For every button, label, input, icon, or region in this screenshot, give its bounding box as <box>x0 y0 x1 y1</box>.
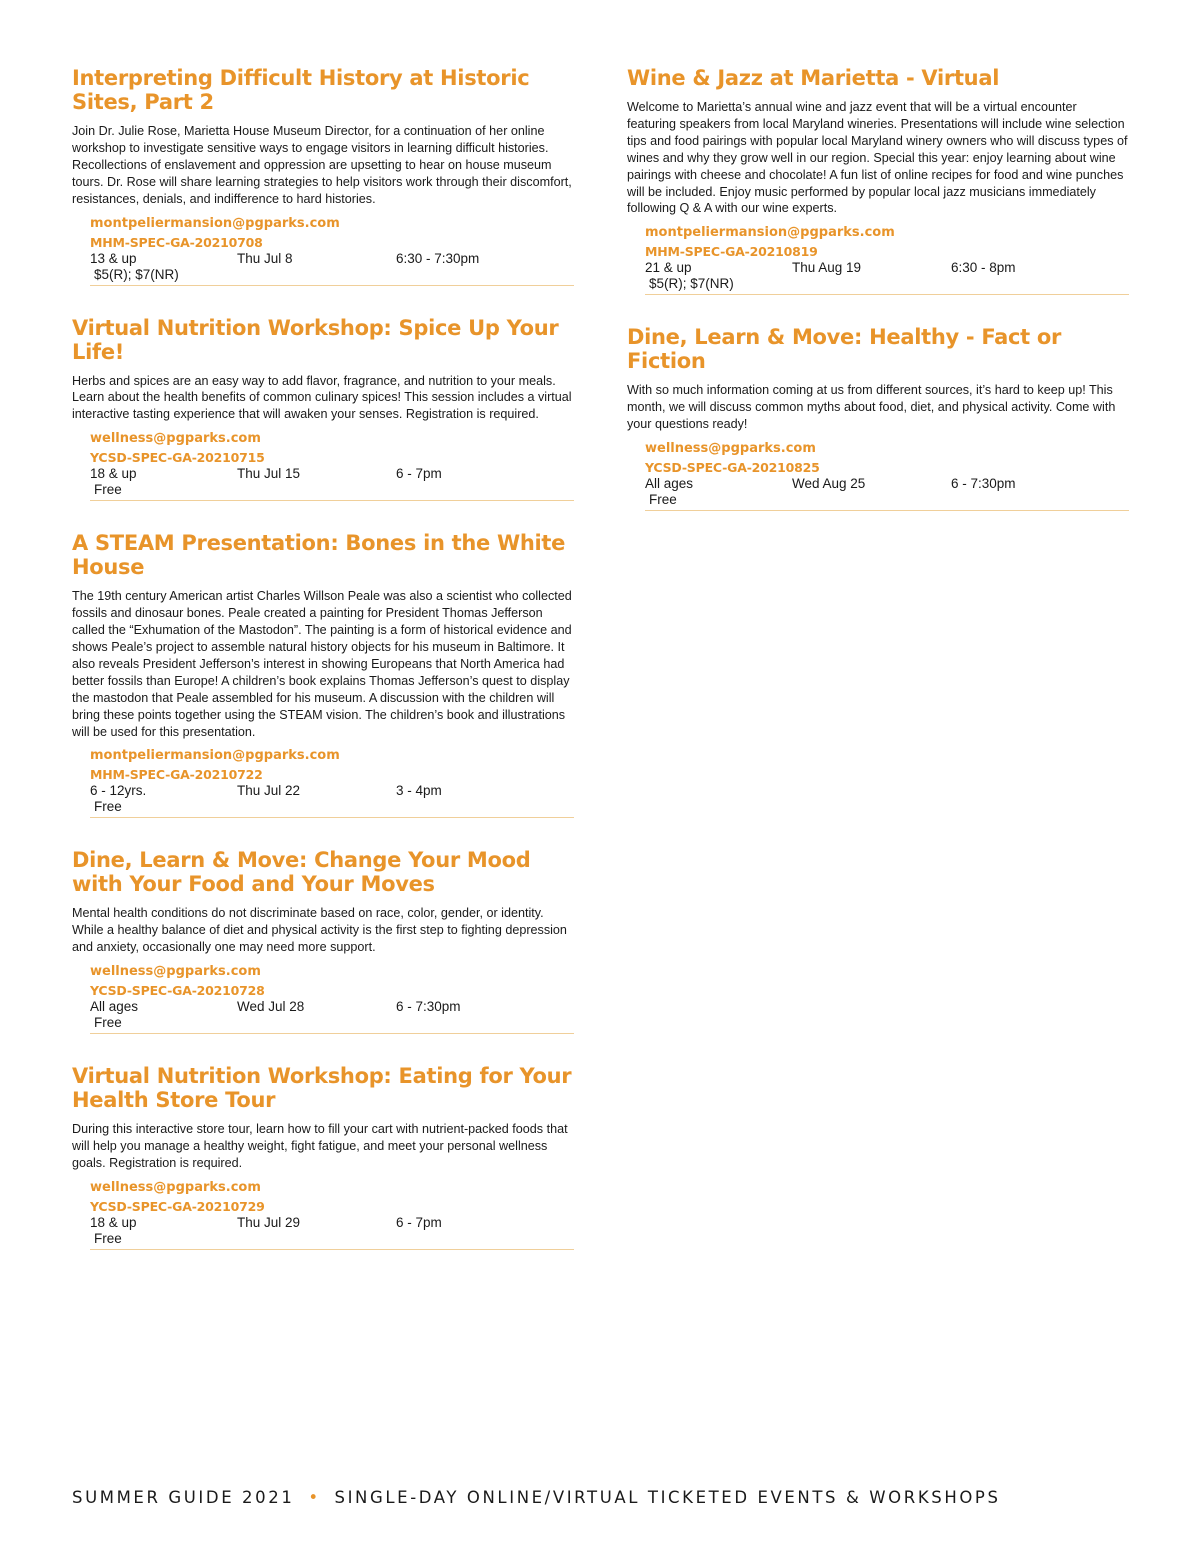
event-details <box>645 439 1129 511</box>
page-footer <box>72 1488 1001 1507</box>
event-age: All ages <box>645 476 694 492</box>
event-schedule-row <box>90 783 574 799</box>
event-description: Mental health conditions do not discriminate based on race, color, gender, or identity. While a healthy balance of diet and physical activity is the first step to fighting depression and anxiety, occasionally one may need more support. <box>72 906 567 955</box>
event-schedule-row <box>645 476 1129 492</box>
event-contact-email[interactable]: montpeliermansion@pgparks.com <box>90 215 340 231</box>
event-fee: Free <box>94 1230 122 1246</box>
event-fee: Free <box>94 799 122 815</box>
event-title: Interpreting Difficult History at Historic Sites, Part 2 <box>72 66 530 114</box>
footer-section-title: SINGLE-DAY ONLINE/VIRTUAL TICKETED EVENTS & WORKSHOPS <box>334 1488 1001 1507</box>
event-code: YCSD-SPEC-GA-20210825 <box>645 460 820 476</box>
event-date: Wed Aug 25 <box>792 476 866 492</box>
event-contact-email[interactable]: wellness@pgparks.com <box>90 1179 261 1195</box>
event-contact-email[interactable]: montpeliermansion@pgparks.com <box>645 225 895 241</box>
event-listing <box>72 531 574 818</box>
event-details <box>90 746 574 818</box>
event-contact-email[interactable]: wellness@pgparks.com <box>645 441 816 457</box>
event-age: 18 & up <box>90 1214 137 1230</box>
event-details <box>90 429 574 501</box>
event-contact-email[interactable]: wellness@pgparks.com <box>90 964 261 980</box>
event-schedule-row <box>90 251 574 267</box>
footer-bullet: • <box>308 1488 321 1507</box>
event-fee: $5(R); $7(NR) <box>94 266 179 282</box>
event-fee: Free <box>94 1015 122 1031</box>
event-time: 6:30 - 7:30pm <box>396 250 480 266</box>
event-age: 18 & up <box>90 466 137 482</box>
event-description: The 19th century American artist Charles Willson Peale was also a scientist who collected fossils and dinosaur bones. Peale created a painting for President Thomas Jefferson called the “Exhumation of the Mastodon”. The painting is a form of historical evidence and shows Peale’s project to assemble natural history objects for his museum in Baltimore. It also reveals President Jefferson’s interest in showing Europeans that North America had better fossils than Europe! A children’s book explains Thomas Jefferson’s quest to display the mastodon that Peale assembled for his museum. A discussion with the children will bring these points together using the STEAM vision. The children’s book and illustrations will be used for this presentation. <box>72 589 572 739</box>
event-schedule-row <box>90 999 574 1015</box>
event-description: With so much information coming at us from different sources, it’s hard to keep up! This month, we will discuss common myths about food, diet, and physical activity. Come with your questions ready! <box>627 383 1116 432</box>
event-code: YCSD-SPEC-GA-20210729 <box>90 1198 265 1214</box>
event-time: 3 - 4pm <box>396 783 442 799</box>
event-details <box>90 962 574 1034</box>
event-schedule-row <box>645 260 1129 276</box>
event-description: Welcome to Marietta’s annual wine and jazz event that will be a virtual encounter featuring speakers from local Maryland wineries. Presentations will include wine selection tips and food pairings with popular local Maryland winery owners who will discuss types of wines and why they grow well in our region. Special this year: enjoy learning about wine pairings with cheese and chocolate! A fun list of online recipes for food and wine punches will be included. Enjoy music performed by popular local jazz musicians immediately following Q & A with our wine experts. <box>627 100 1128 216</box>
event-date: Wed Jul 28 <box>237 999 305 1015</box>
left-column <box>72 66 574 1280</box>
event-listing <box>627 66 1129 295</box>
event-description: Join Dr. Julie Rose, Marietta House Museum Director, for a continuation of her online workshop to investigate sensitive ways to engage visitors in learning difficult histories. Recollections of enslavement and oppression are upsetting to hear on house museum tours. Dr. Rose will share learning strategies to help visitors work through their discomfort, resistances, denials, and indifference to hard histories. <box>72 124 572 206</box>
event-code: YCSD-SPEC-GA-20210728 <box>90 983 265 999</box>
event-schedule-row <box>90 466 574 482</box>
event-code: YCSD-SPEC-GA-20210715 <box>90 450 265 466</box>
event-date: Thu Jul 8 <box>237 250 293 266</box>
event-time: 6 - 7pm <box>396 466 442 482</box>
event-title: Virtual Nutrition Workshop: Eating for Your Health Store Tour <box>72 1064 572 1113</box>
event-code: MHM-SPEC-GA-20210708 <box>90 234 263 250</box>
event-time: 6:30 - 8pm <box>951 260 1016 276</box>
event-fee: $5(R); $7(NR) <box>649 276 734 292</box>
event-age: 13 & up <box>90 250 137 266</box>
event-code: MHM-SPEC-GA-20210722 <box>90 767 263 783</box>
event-date: Thu Jul 15 <box>237 466 301 482</box>
event-contact-email[interactable]: wellness@pgparks.com <box>90 431 261 447</box>
event-title: Dine, Learn & Move: Change Your Mood with Your Food and Your Moves <box>72 848 531 897</box>
right-column <box>627 66 1129 541</box>
event-details <box>90 1178 574 1250</box>
event-contact-email[interactable]: montpeliermansion@pgparks.com <box>90 748 340 764</box>
event-details <box>645 223 1129 295</box>
event-schedule-row <box>90 1215 574 1231</box>
event-time: 6 - 7:30pm <box>951 476 1016 492</box>
event-time: 6 - 7pm <box>396 1214 442 1230</box>
event-date: Thu Aug 19 <box>792 260 862 276</box>
event-fee: Free <box>649 492 677 508</box>
event-age: 6 - 12yrs. <box>90 783 147 799</box>
event-title: A STEAM Presentation: Bones in the White House <box>72 531 566 580</box>
event-listing <box>627 325 1129 511</box>
event-age: 21 & up <box>645 260 692 276</box>
event-description: Herbs and spices are an easy way to add flavor, fragrance, and nutrition to your meals. Learn about the health benefits of common culinary spices! This session includes a virtual interactive tasting experience that will awaken your senses. Registration is required. <box>72 373 572 422</box>
event-description: During this interactive store tour, learn how to fill your cart with nutrient-packed foods that will help you manage a healthy weight, fight fatigue, and meet your personal wellness goals. Registration is required. <box>72 1122 568 1170</box>
event-age: All ages <box>90 999 139 1015</box>
event-listing <box>72 848 574 1034</box>
event-code: MHM-SPEC-GA-20210819 <box>645 244 818 260</box>
event-time: 6 - 7:30pm <box>396 999 461 1015</box>
event-details <box>90 214 574 286</box>
event-title: Virtual Nutrition Workshop: Spice Up Your Life! <box>72 315 559 364</box>
event-title: Dine, Learn & Move: Healthy - Fact or Fiction <box>627 325 1062 374</box>
event-fee: Free <box>94 482 122 498</box>
footer-guide-title: SUMMER GUIDE 2021 <box>72 1488 295 1507</box>
event-date: Thu Jul 29 <box>237 1214 301 1230</box>
event-listing <box>72 66 574 286</box>
event-listing <box>72 316 574 502</box>
event-date: Thu Jul 22 <box>237 783 301 799</box>
event-listing <box>72 1064 574 1250</box>
event-title: Wine & Jazz at Marietta - Virtual <box>627 66 1000 90</box>
